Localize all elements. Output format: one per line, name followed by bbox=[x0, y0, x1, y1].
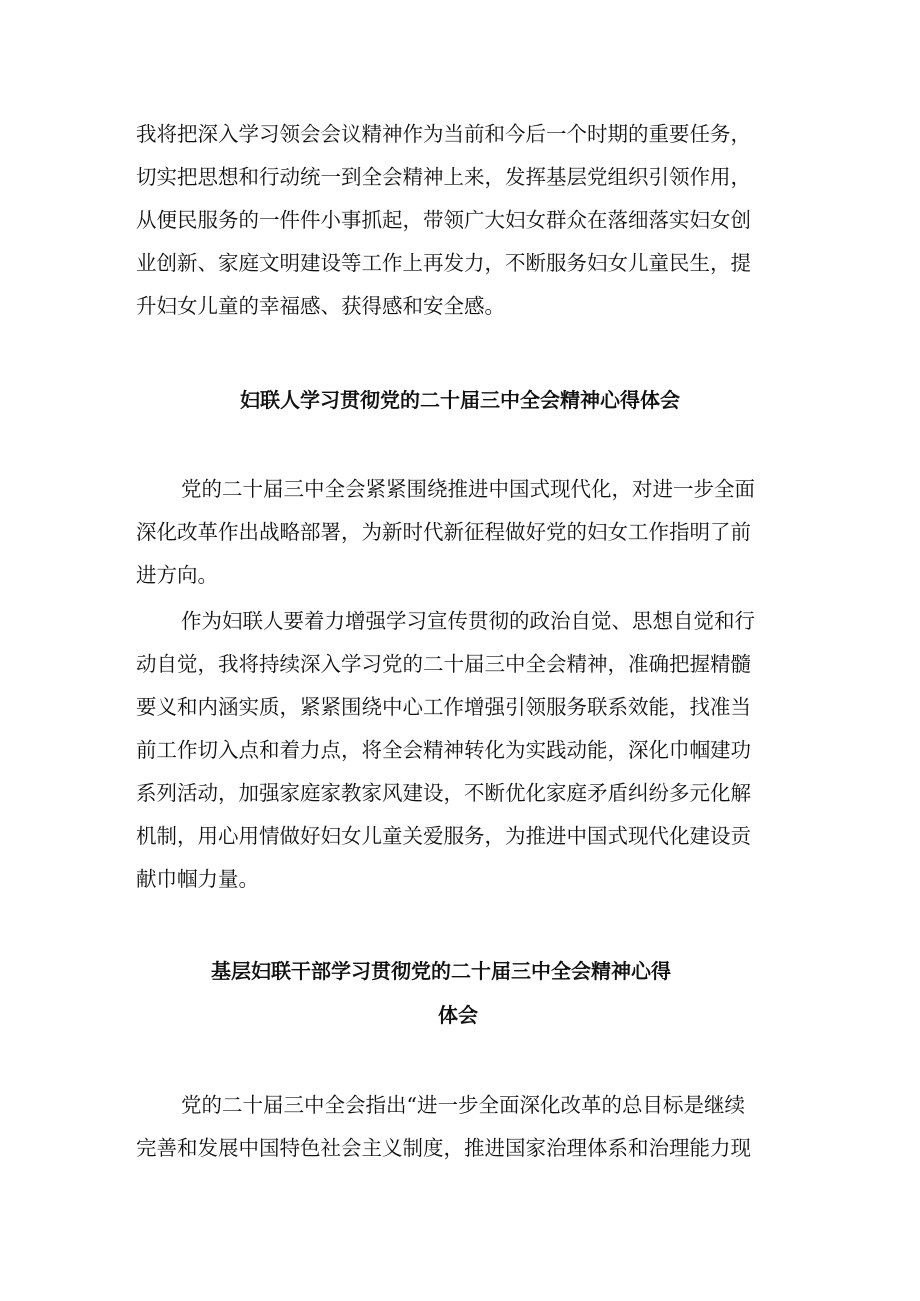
text-line: 动自觉，我将持续深入学习党的二十届三中全会精神，准确把握精髓 bbox=[136, 652, 751, 676]
section-3-title: 基层妇联干部学习贯彻党的二十届三中全会精神心得 bbox=[211, 959, 671, 983]
text-line: 机制，用心用情做好妇女儿童关爱服务，为推进中国式现代化建设贡 bbox=[136, 824, 751, 848]
text-line: 业创新、家庭文明建设等工作上再发力，不断服务妇女儿童民生，提 bbox=[136, 251, 751, 275]
text-line: 前工作切入点和着力点，将全会精神转化为实践动能，深化巾帼建功 bbox=[136, 738, 751, 762]
text-line: 献巾帼力量。 bbox=[136, 867, 259, 891]
text-line: 切实把思想和行动统一到全会精神上来，发挥基层党组织引领作用， bbox=[136, 165, 751, 189]
text-line: 从便民服务的一件件小事抓起，带领广大妇女群众在落细落实妇女创 bbox=[136, 208, 751, 232]
section-3-title-continued: 体会 bbox=[438, 1003, 478, 1027]
text-line: 升妇女儿童的幸福感、获得感和安全感。 bbox=[136, 294, 505, 318]
text-line: 党的二十届三中全会紧紧围绕推进中国式现代化，对进一步全面 bbox=[181, 477, 755, 501]
text-line: 党的二十届三中全会指出“进一步全面深化改革的总目标是继续 bbox=[181, 1093, 745, 1117]
text-line: 深化改革作出战略部署，为新时代新征程做好党的妇女工作指明了前 bbox=[136, 520, 751, 544]
text-line: 作为妇联人要着力增强学习宣传贯彻的政治自觉、思想自觉和行 bbox=[181, 609, 755, 633]
section-2-title: 妇联人学习贯彻党的二十届三中全会精神心得体会 bbox=[240, 388, 680, 412]
text-line: 完善和发展中国特色社会主义制度，推进国家治理体系和治理能力现 bbox=[136, 1136, 751, 1160]
text-line: 系列活动，加强家庭家教家风建设，不断优化家庭矛盾纠纷多元化解 bbox=[136, 781, 751, 805]
text-line: 我将把深入学习领会会议精神作为当前和今后一个时期的重要任务， bbox=[136, 122, 751, 146]
text-line: 要义和内涵实质，紧紧围绕中心工作增强引领服务联系效能，找准当 bbox=[136, 695, 751, 719]
text-line: 进方向。 bbox=[136, 563, 218, 587]
